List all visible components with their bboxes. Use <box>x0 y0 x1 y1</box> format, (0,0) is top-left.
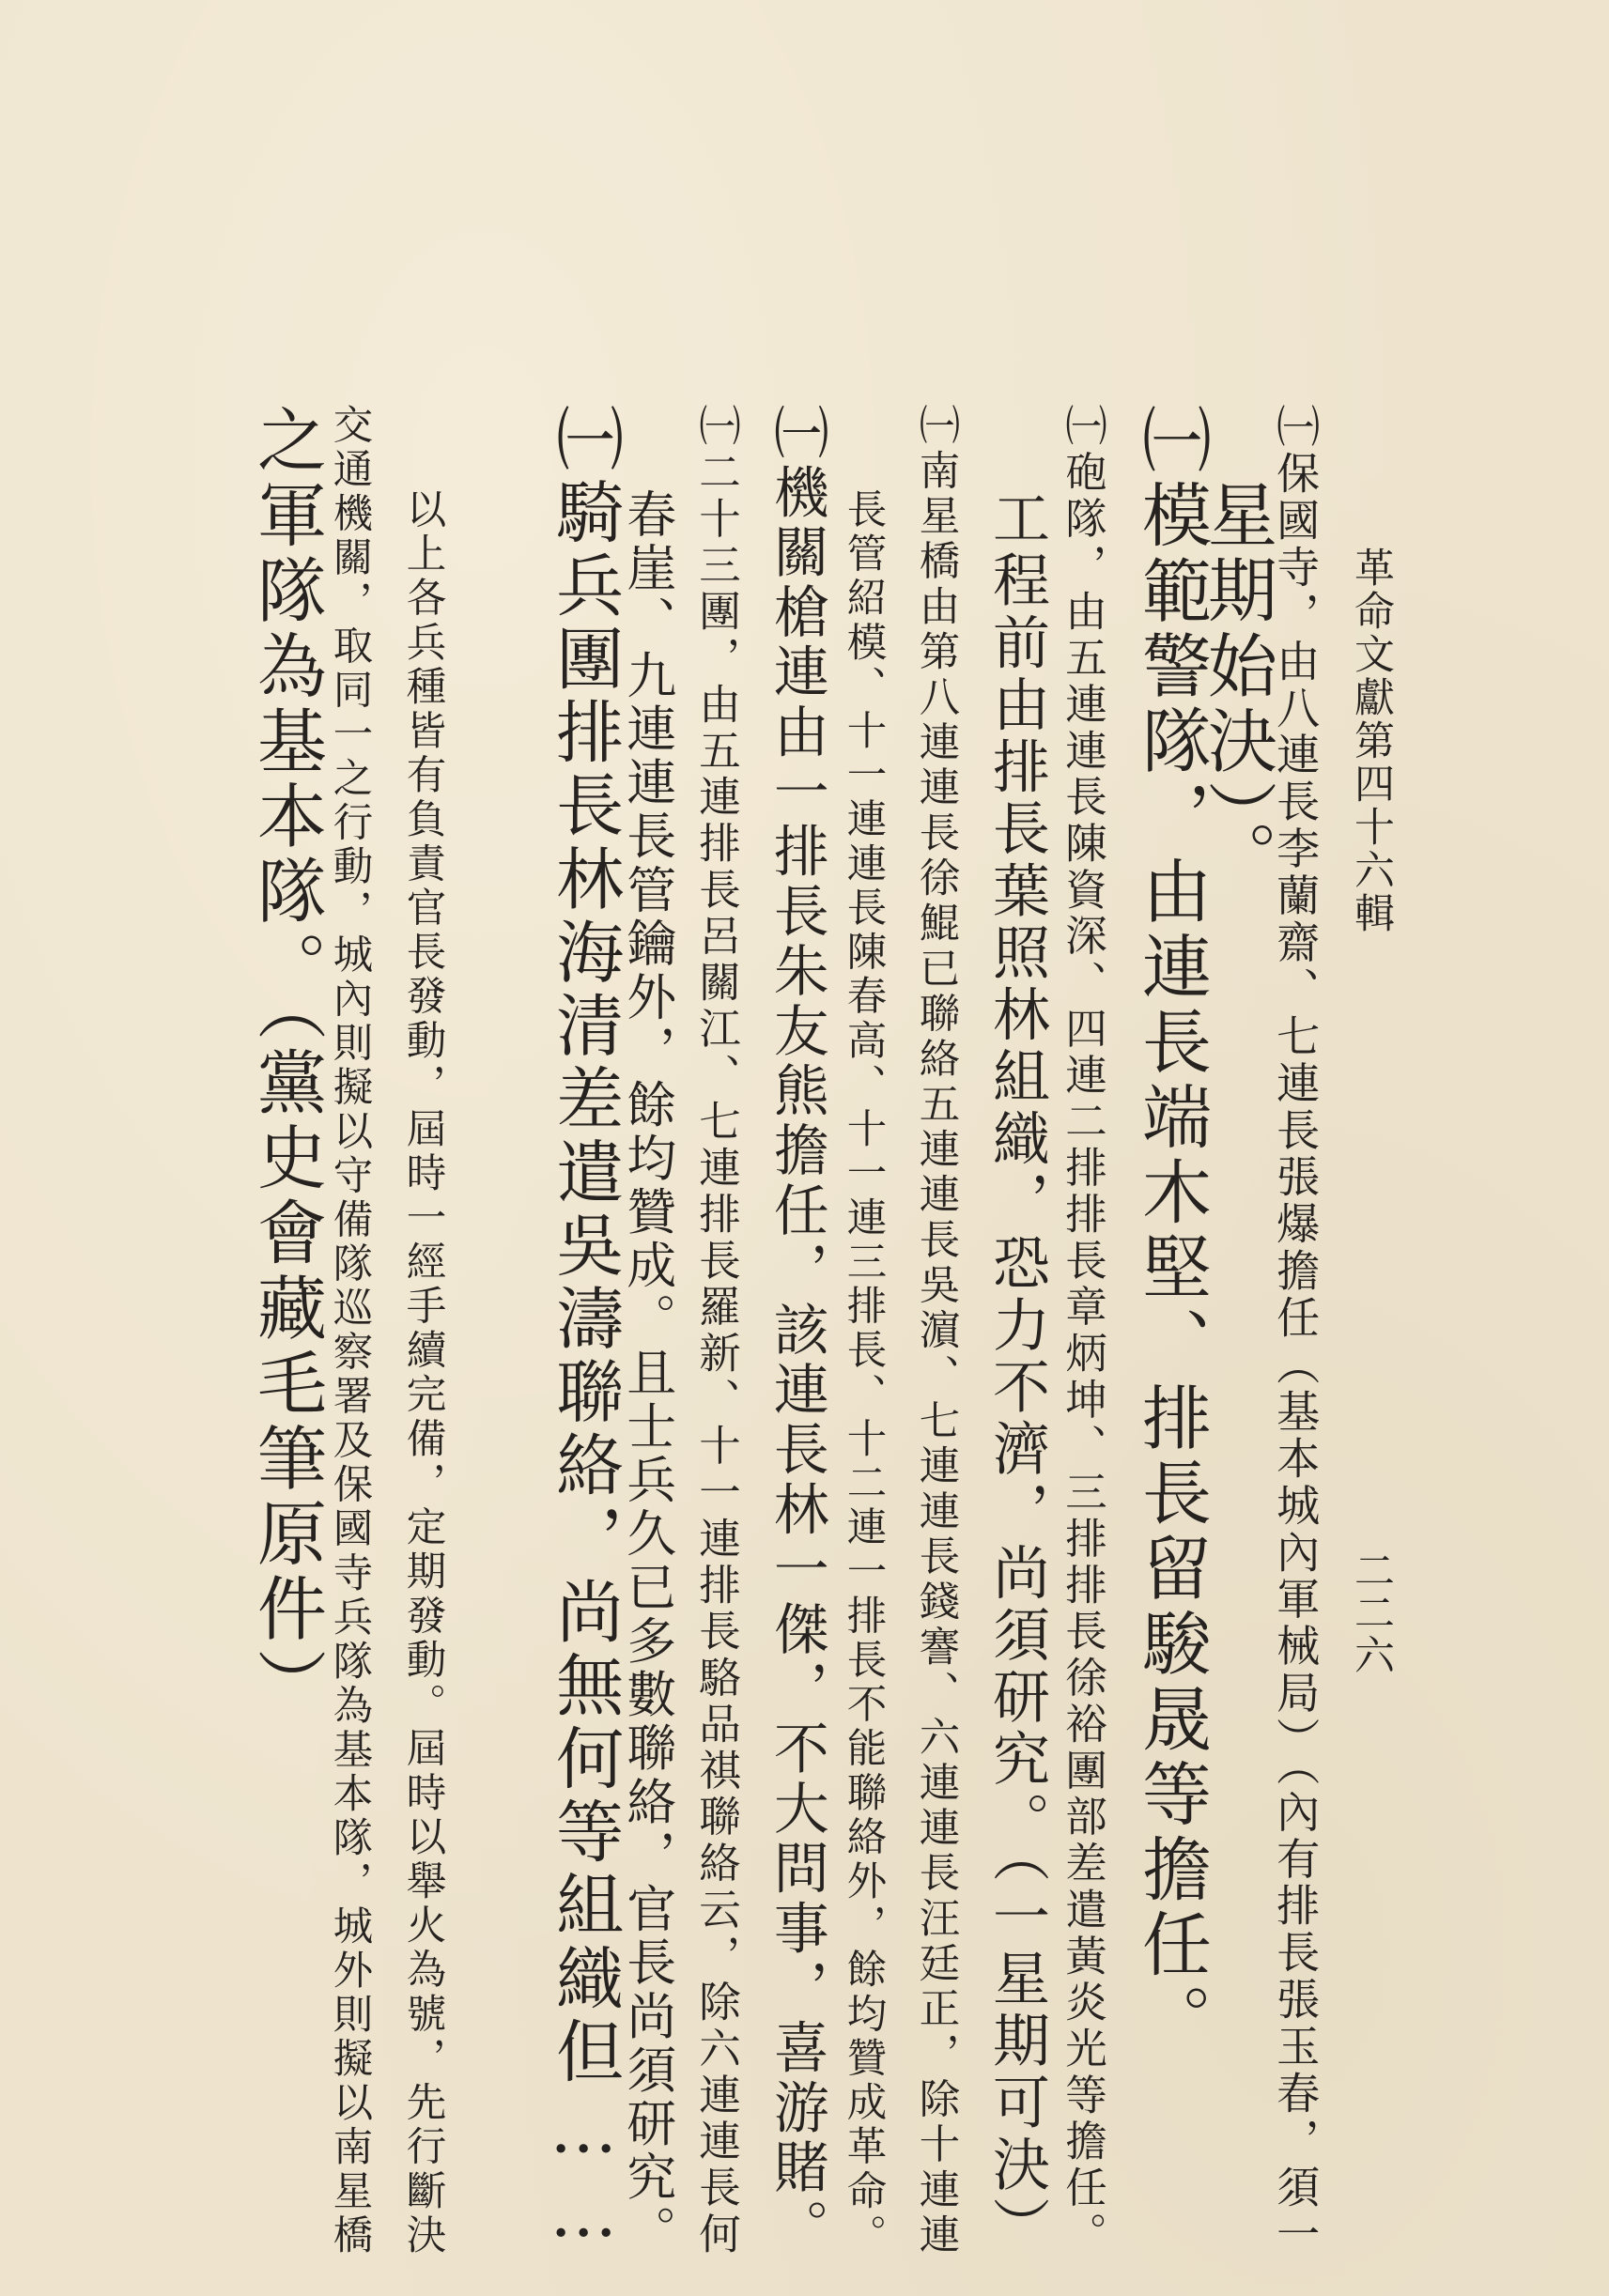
text-column: 星期始決）。 <box>1197 479 1277 896</box>
text-column: ㈠二十三團，由五連排長呂關江、七連排長羅新、十一連排長駱品祺聯絡云，除六連連長何 <box>691 404 741 2258</box>
text-column: ㈠保國寺，由八連長李蘭齋、七連長張爆擔任（基本城內軍械局）（內有排長張玉春，須一 <box>1270 404 1322 2258</box>
text-column: ㈠騎兵團排長林海清差遣吳濤聯絡，尚無何等組織但…… <box>544 404 624 2259</box>
text-column: ㈠砲隊，由五連連長陳資深、四連二排排長章炳坤、三排排長徐裕團部差遣黃炎光等擔任。 <box>1058 404 1107 2258</box>
text-column: 春崖、九連連長管鑰外，餘均贊成。且士兵久已多數聯絡，官長尚須研究。 <box>618 488 676 2258</box>
page-number: 二二六 <box>1348 1549 1395 1676</box>
text-column: 以上各兵種皆有負責官長發動，屆時一經手續完備，定期發動。屆時以舉火為號，先行斷決 <box>399 488 446 2258</box>
text-column: ㈠模範警隊，由連長端木堅、排長留駿晟等擔任。 <box>1131 404 1212 2059</box>
text-column: 交通機關，取同一之行動，城內則擬以守備隊巡察署及保國寺兵隊為基本隊，城外則擬以南星橋 <box>326 404 373 2258</box>
text-column: 長管紹模、十一連連長陳春高、十一連三排長、十二連一排長不能聯絡外，餘均贊成革命。 <box>840 488 887 2258</box>
book-title-header: 革命文獻第四十六輯 <box>1348 547 1395 935</box>
text-column: ㈠南星橋由第八連連長徐鯤已聯絡五連連長吳濵、七連連長錢謇、六連連長汪廷正，除十連連 <box>912 404 960 2258</box>
text-column: ㈠機關槍連由一排長朱友熊擔任，該連長林一傑，不大問事，喜游賭。 <box>764 404 829 2258</box>
text-column: 之軍隊為基本隊。（黨史會藏毛筆原件） <box>246 404 327 1723</box>
text-column: 工程前由排長葉照林組織，恐力不濟，尚須研究。（一星期可決） <box>983 488 1051 2258</box>
